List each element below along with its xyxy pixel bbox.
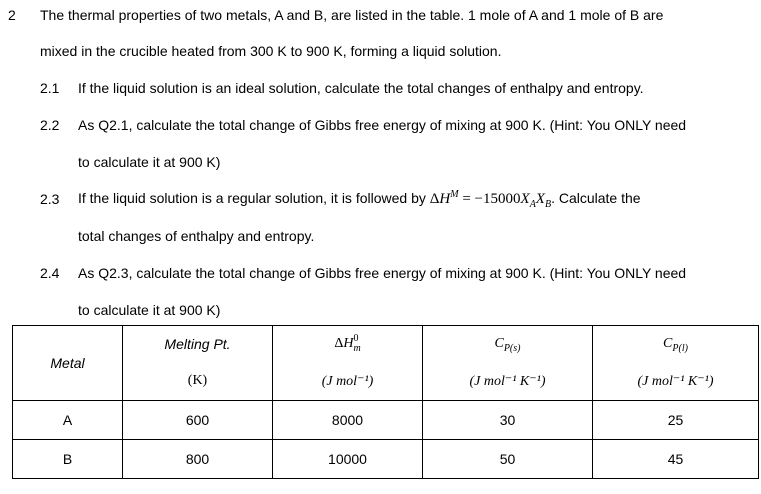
subquestion-text-post: . Calculate the	[551, 190, 641, 206]
subquestion-text: total changes of enthalpy and entropy.	[78, 228, 315, 244]
melting-point-unit: (K)	[123, 363, 273, 401]
solid-heat-capacity-cell: 30	[423, 401, 593, 440]
subquestion-number: 2.3	[40, 191, 60, 207]
solid-heat-capacity-header: $C_{P(s)}$	[423, 326, 593, 363]
liquid-heat-capacity-cell: 25	[593, 401, 759, 440]
problem-text-line2: mixed in the crucible heated from 300 K to 900 K, forming a liquid solution.	[40, 43, 502, 59]
enthalpy-header: ΔH 0 m	[273, 326, 423, 363]
metal-cell: A	[13, 401, 123, 440]
liquid-heat-capacity-cell: 45	[593, 440, 759, 479]
enthalpy-cell: 10000	[273, 440, 423, 479]
melting-point-cell: 800	[123, 440, 273, 479]
problem-number: 2	[8, 7, 16, 23]
subquestion-text: If the liquid solution is an ideal solution, calculate the total changes of enthalpy and entropy.	[78, 80, 644, 96]
subquestion-text-pre: If the liquid solution is a regular solution, it is followed by	[78, 190, 426, 206]
solid-heat-capacity-unit: (J mol⁻¹ K⁻¹)	[423, 363, 593, 401]
problem-text-line1: The thermal properties of two metals, A and B, are listed in the table. 1 mole of A and 1 mole of B are	[40, 7, 664, 23]
table-row	[13, 440, 759, 479]
subquestion-number: 2.2	[40, 117, 60, 133]
thermal-properties-table	[12, 325, 759, 479]
subquestion-text: to calculate it at 900 K)	[78, 154, 221, 170]
metal-cell: B	[13, 440, 123, 479]
enthalpy-unit: (J mol⁻¹)	[273, 363, 423, 401]
solid-heat-capacity-cell: 50	[423, 440, 593, 479]
metal-header: Metal	[13, 326, 123, 401]
liquid-heat-capacity-header: $C_{P(l)}$	[593, 326, 759, 363]
subquestion-number: 2.4	[40, 265, 60, 281]
subquestion-text: to calculate it at 900 K)	[78, 302, 221, 318]
enthalpy-cell: 8000	[273, 401, 423, 440]
subquestion-text: As Q2.1, calculate the total change of Gibbs free energy of mixing at 900 K. (Hint: You ONLY need	[78, 117, 687, 133]
melting-point-header: Melting Pt.	[123, 326, 273, 363]
subquestion-text: As Q2.3, calculate the total change of Gibbs free energy of mixing at 900 K. (Hint: You ONLY need	[78, 265, 687, 281]
subquestion-text	[78, 189, 641, 208]
subquestion-number: 2.1	[40, 80, 60, 96]
melting-point-cell: 600	[123, 401, 273, 440]
liquid-heat-capacity-unit: (J mol⁻¹ K⁻¹)	[593, 363, 759, 401]
table-row	[13, 401, 759, 440]
regular-solution-equation: $\Delta H^M = -15000X_AX_B$	[429, 189, 552, 210]
